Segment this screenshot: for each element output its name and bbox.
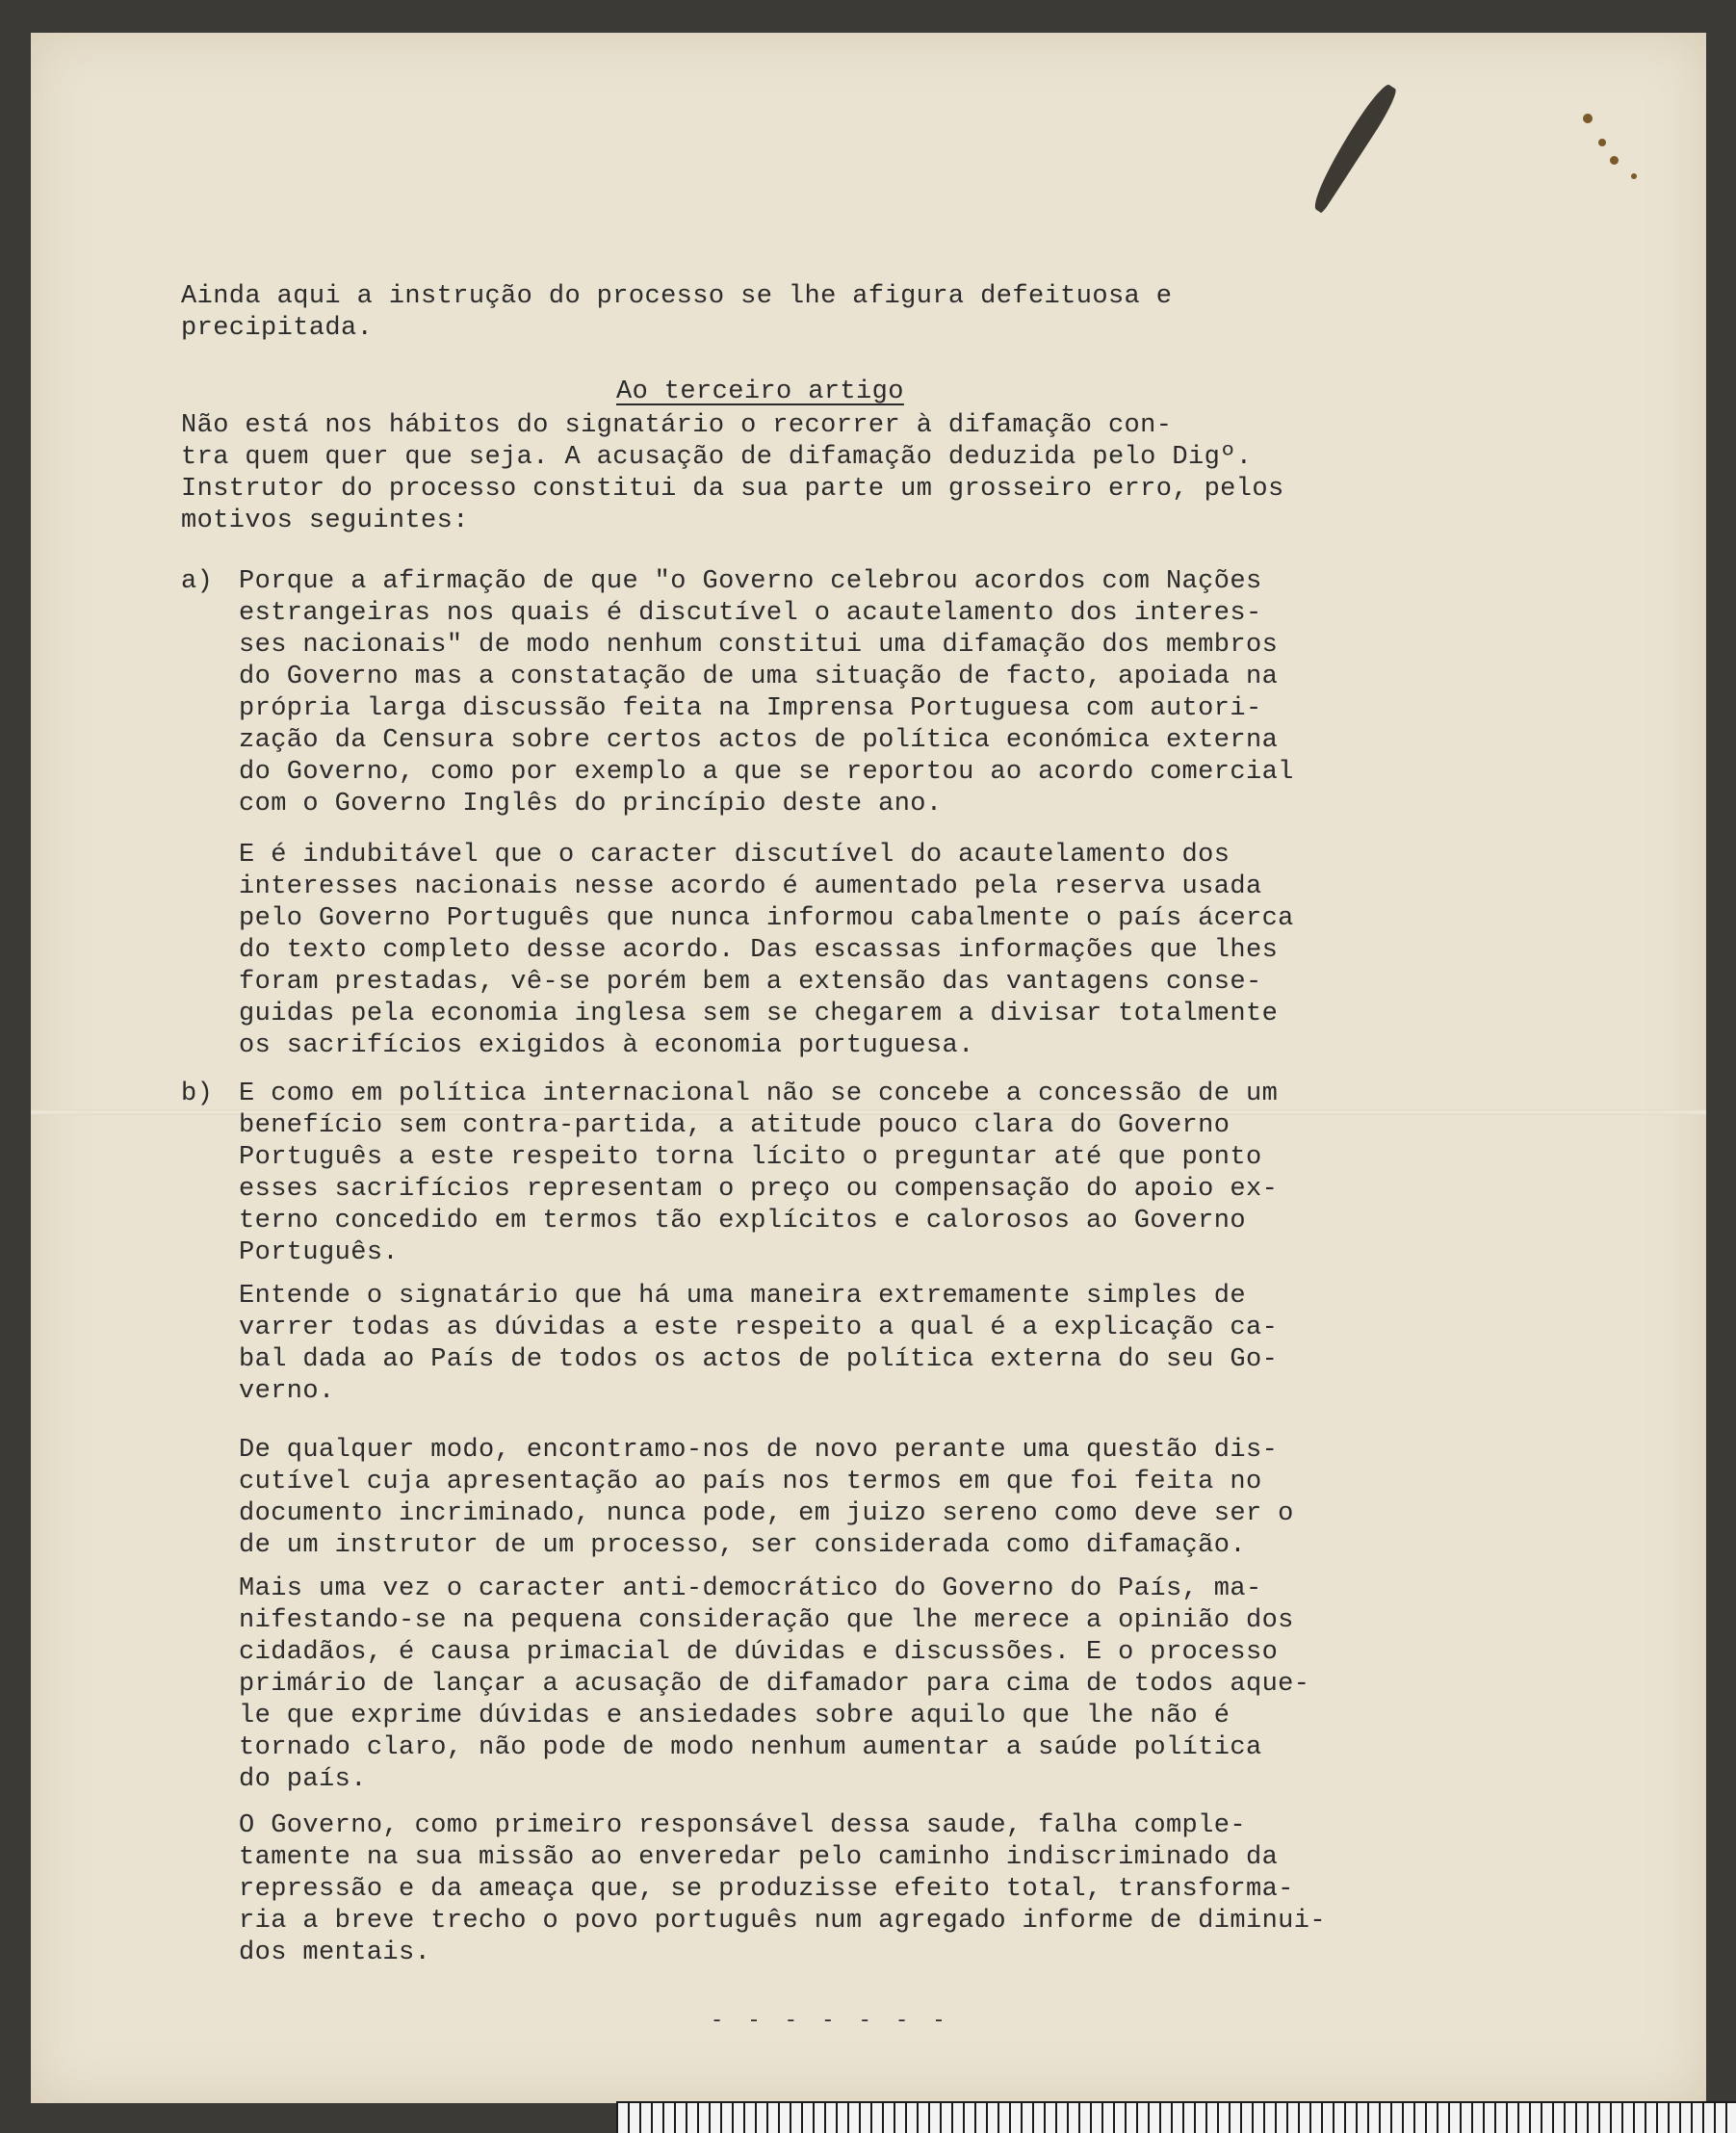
item-b-paragraph-4: Mais uma vez o caracter anti-democrático do Governo do País, ma- nifestando-se na pequena consideração que lhe merece a opinião dos cidadãos, é causa primacial de dúvidas e discussões. E o processo primário de lançar a acusação de difamador para cima de todos aque- le que exprime dúvidas e ansiedades sobre aquilo que lhe não é tornado claro, não pode de modo nenhum aumentar a saúde política do país. <box>239 1574 1310 1794</box>
item-a-continuation: E é indubitável que o caracter discutível do acautelamento dos interesses nacionais nesse acordo é aumentado pela reserva usada pelo Governo Português que nunca informou cabalmente o país ácerca do texto completo desse acordo. Das escassas informações que lhes foram prestadas, vê-se porém bem a extensão das vantagens conse- guidas pela economia inglesa sem se chegarem a divisar totalmente os sacrifícios exigidos à economia portuguesa. <box>239 841 1294 1060</box>
paragraph-1: Não está nos hábitos do signatário o recorrer à difamação con- tra quem quer que seja. A acusação de difamação deduzida pelo Digº. Instrutor do processo constitui da sua parte um grosseiro erro, pelos motivos seguintes: <box>181 411 1284 535</box>
item-b-paragraph-5: O Governo, como primeiro responsável dessa saude, falha comple- tamente na sua missão ao enveredar pelo caminho indiscriminado da repressão e da ameaça que, se produzisse efeito total, transforma- ria a breve trecho o povo português num agregado informe de diminui- dos mentais. <box>239 1811 1326 1967</box>
typed-text-body <box>31 33 1706 2103</box>
end-mark: - - - - - - - <box>711 2009 951 2033</box>
item-b-paragraph-3: De qualquer modo, encontramo-nos de novo perante uma questão dis- cutível cuja apresentação ao país nos termos em que foi feita no documento incriminado, nunca pode, em juizo sereno como deve ser o de um instrutor de um processo, ser considerada como difamação. <box>239 1436 1294 1560</box>
section-heading: Ao terceiro artigo <box>616 377 904 406</box>
item-b-paragraph-2: Entende o signatário que há uma maneira extremamente simples de varrer todas as dúvidas a este respeito a qual é a explicação ca- bal dada ao País de todos os actos de política externa do seu Go- verno. <box>239 1282 1279 1406</box>
item-a-marker: a) <box>181 567 214 596</box>
item-b-marker: b) <box>181 1080 214 1108</box>
item-a-text: Porque a afirmação de que "o Governo celebrou acordos com Nações estrangeiras nos quais é discutível o acautelamento dos interes- ses nacionais" de modo nenhum constitui uma difamação dos membros do Governo mas a constatação de uma situação de facto, apoiada na própria larga discussão feita na Imprensa Portuguesa com autori- zação da Censura sobre certos actos de política económica externa do Governo, como por exemplo a que se reportou ao acordo comercial com o Governo Inglês do princípio deste ano. <box>239 567 1294 819</box>
document-page <box>31 33 1706 2103</box>
item-b-text: E como em política internacional não se concebe a concessão de um benefício sem contra-partida, a atitude pouco clara do Governo Português a este respeito torna lícito o preguntar até que ponto esses sacrifícios representam o preço ou compensação do apoio ex- terno concedido em termos tão explícitos e calorosos ao Governo Português. <box>239 1080 1279 1267</box>
intro-paragraph: Ainda aqui a instrução do processo se lhe afigura defeituosa e precipitada. <box>181 282 1173 343</box>
scale-ruler <box>616 2101 1736 2133</box>
